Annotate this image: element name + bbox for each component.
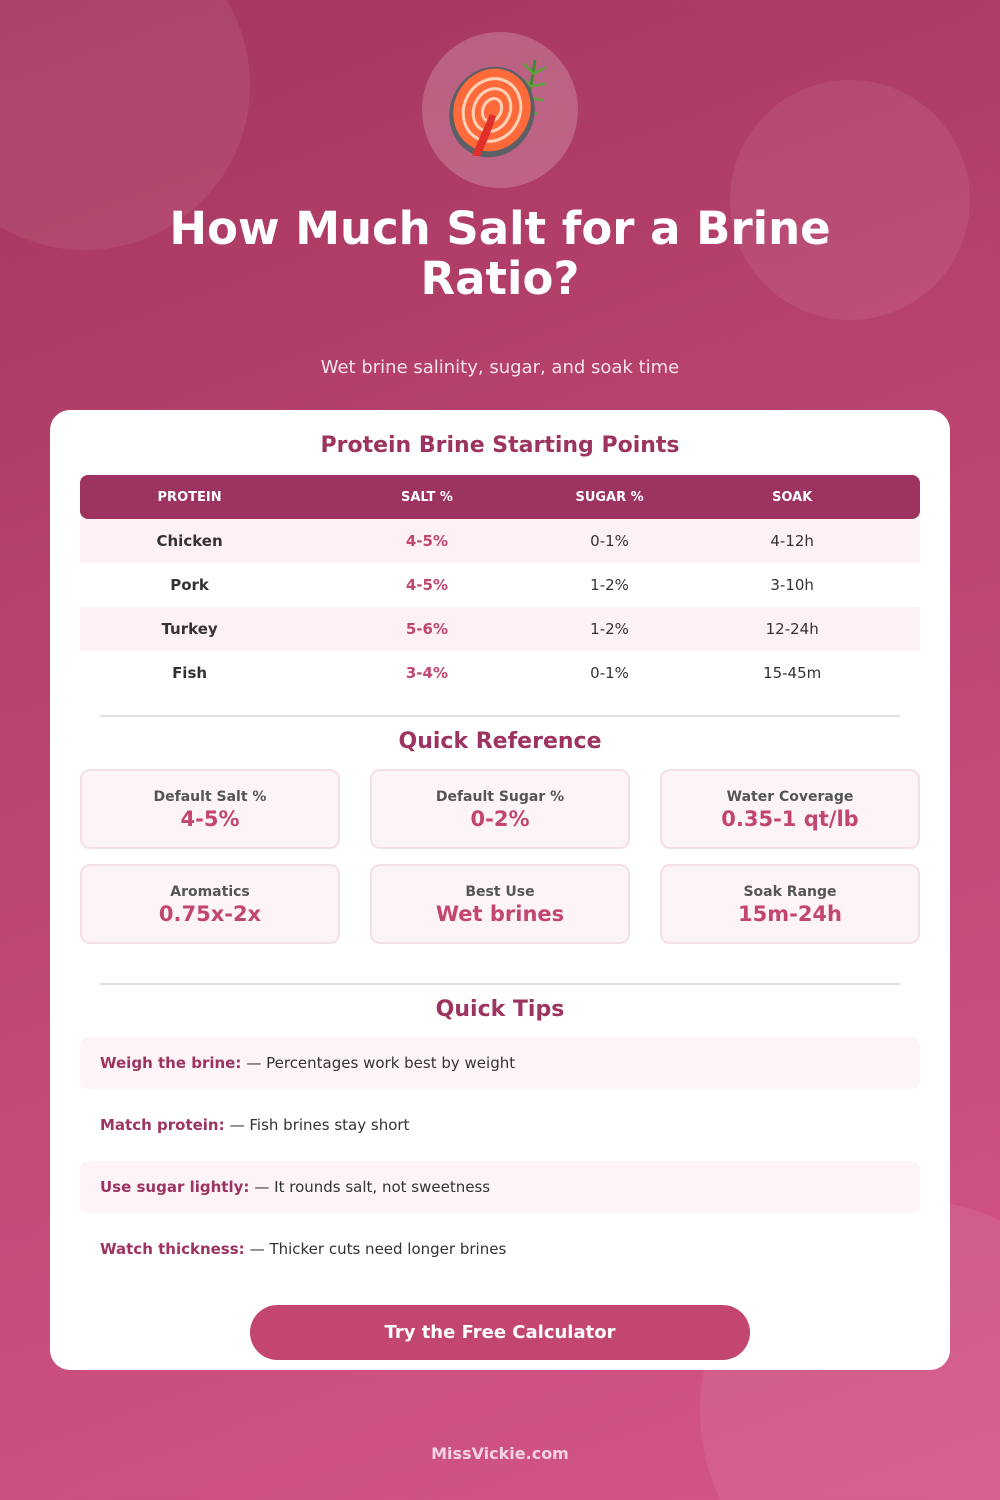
sugar-cell: 0-1%	[590, 664, 629, 682]
divider	[100, 983, 900, 985]
stat-value: 4-5%	[180, 807, 240, 831]
stat-value: Wet brines	[435, 902, 565, 926]
hero-badge	[422, 32, 578, 188]
divider	[100, 715, 900, 717]
salmon-steak-icon	[440, 52, 560, 168]
tip-label: Watch thickness:	[100, 1240, 245, 1258]
sugar-cell: 1-2%	[590, 576, 629, 594]
stat-label: Water Coverage	[726, 789, 854, 805]
try-calculator-button[interactable]: Try the Free Calculator	[250, 1305, 750, 1360]
stat-card	[80, 769, 340, 849]
table-title: Protein Brine Starting Points	[320, 433, 680, 458]
tip-text: — Percentages work best by weight	[246, 1054, 516, 1072]
page-subtitle: Wet brine salinity, sugar, and soak time	[320, 357, 680, 378]
protein-cell: Turkey	[161, 620, 218, 638]
protein-cell: Pork	[170, 576, 209, 594]
soak-cell: 3-10h	[770, 576, 814, 594]
column-header: PROTEIN	[157, 489, 222, 505]
column-header: SALT %	[400, 489, 453, 505]
salt-cell: 5-6%	[405, 620, 449, 638]
protein-cell: Chicken	[156, 532, 223, 550]
tip-text: — It rounds salt, not sweetness	[254, 1178, 491, 1196]
stat-label: Default Sugar %	[435, 789, 565, 805]
tip-item	[80, 1037, 920, 1089]
tip-label: Match protein:	[100, 1116, 225, 1134]
column-header: SOAK	[772, 489, 813, 505]
tip-item	[80, 1161, 920, 1213]
page-title: How Much Salt for a Brine Ratio?	[169, 202, 831, 305]
stat-label: Best Use	[465, 884, 535, 900]
tip-label: Weigh the brine:	[100, 1054, 242, 1072]
table-row	[80, 607, 920, 651]
protein-cell: Fish	[172, 664, 208, 682]
soak-cell: 4-12h	[770, 532, 814, 550]
tip-item	[80, 1223, 920, 1275]
stat-card	[370, 864, 630, 944]
table-row	[80, 519, 920, 563]
sugar-cell: 0-1%	[590, 532, 629, 550]
stat-label: Aromatics	[170, 884, 250, 900]
tip-text: — Fish brines stay short	[229, 1116, 410, 1134]
sugar-cell: 1-2%	[590, 620, 629, 638]
info-card	[50, 410, 950, 1370]
tips-title: Quick Tips	[435, 997, 565, 1022]
stat-value: 0-2%	[470, 807, 530, 831]
stat-value: 15m-24h	[738, 902, 842, 926]
salt-cell: 4-5%	[405, 576, 449, 594]
salt-cell: 4-5%	[405, 532, 449, 550]
stat-value: 0.35-1 qt/lb	[721, 807, 859, 831]
stat-label: Soak Range	[743, 884, 837, 900]
table-header	[80, 475, 920, 519]
stat-value: 0.75x-2x	[158, 902, 262, 926]
tip-label: Use sugar lightly:	[100, 1178, 250, 1196]
stat-card	[660, 864, 920, 944]
table-row	[80, 563, 920, 607]
reference-title: Quick Reference	[398, 729, 602, 754]
tip-item	[80, 1099, 920, 1151]
column-header: SUGAR %	[575, 489, 644, 505]
salt-cell: 3-4%	[405, 664, 449, 682]
table-row	[80, 651, 920, 695]
stat-card	[370, 769, 630, 849]
stat-card	[80, 864, 340, 944]
stat-label: Default Salt %	[153, 789, 267, 805]
tip-text: — Thicker cuts need longer brines	[249, 1240, 507, 1258]
footer-brand[interactable]: MissVickie.com	[431, 1444, 569, 1463]
brine-table	[80, 475, 920, 695]
soak-cell: 12-24h	[765, 620, 819, 638]
stat-card	[660, 769, 920, 849]
soak-cell: 15-45m	[763, 664, 822, 682]
